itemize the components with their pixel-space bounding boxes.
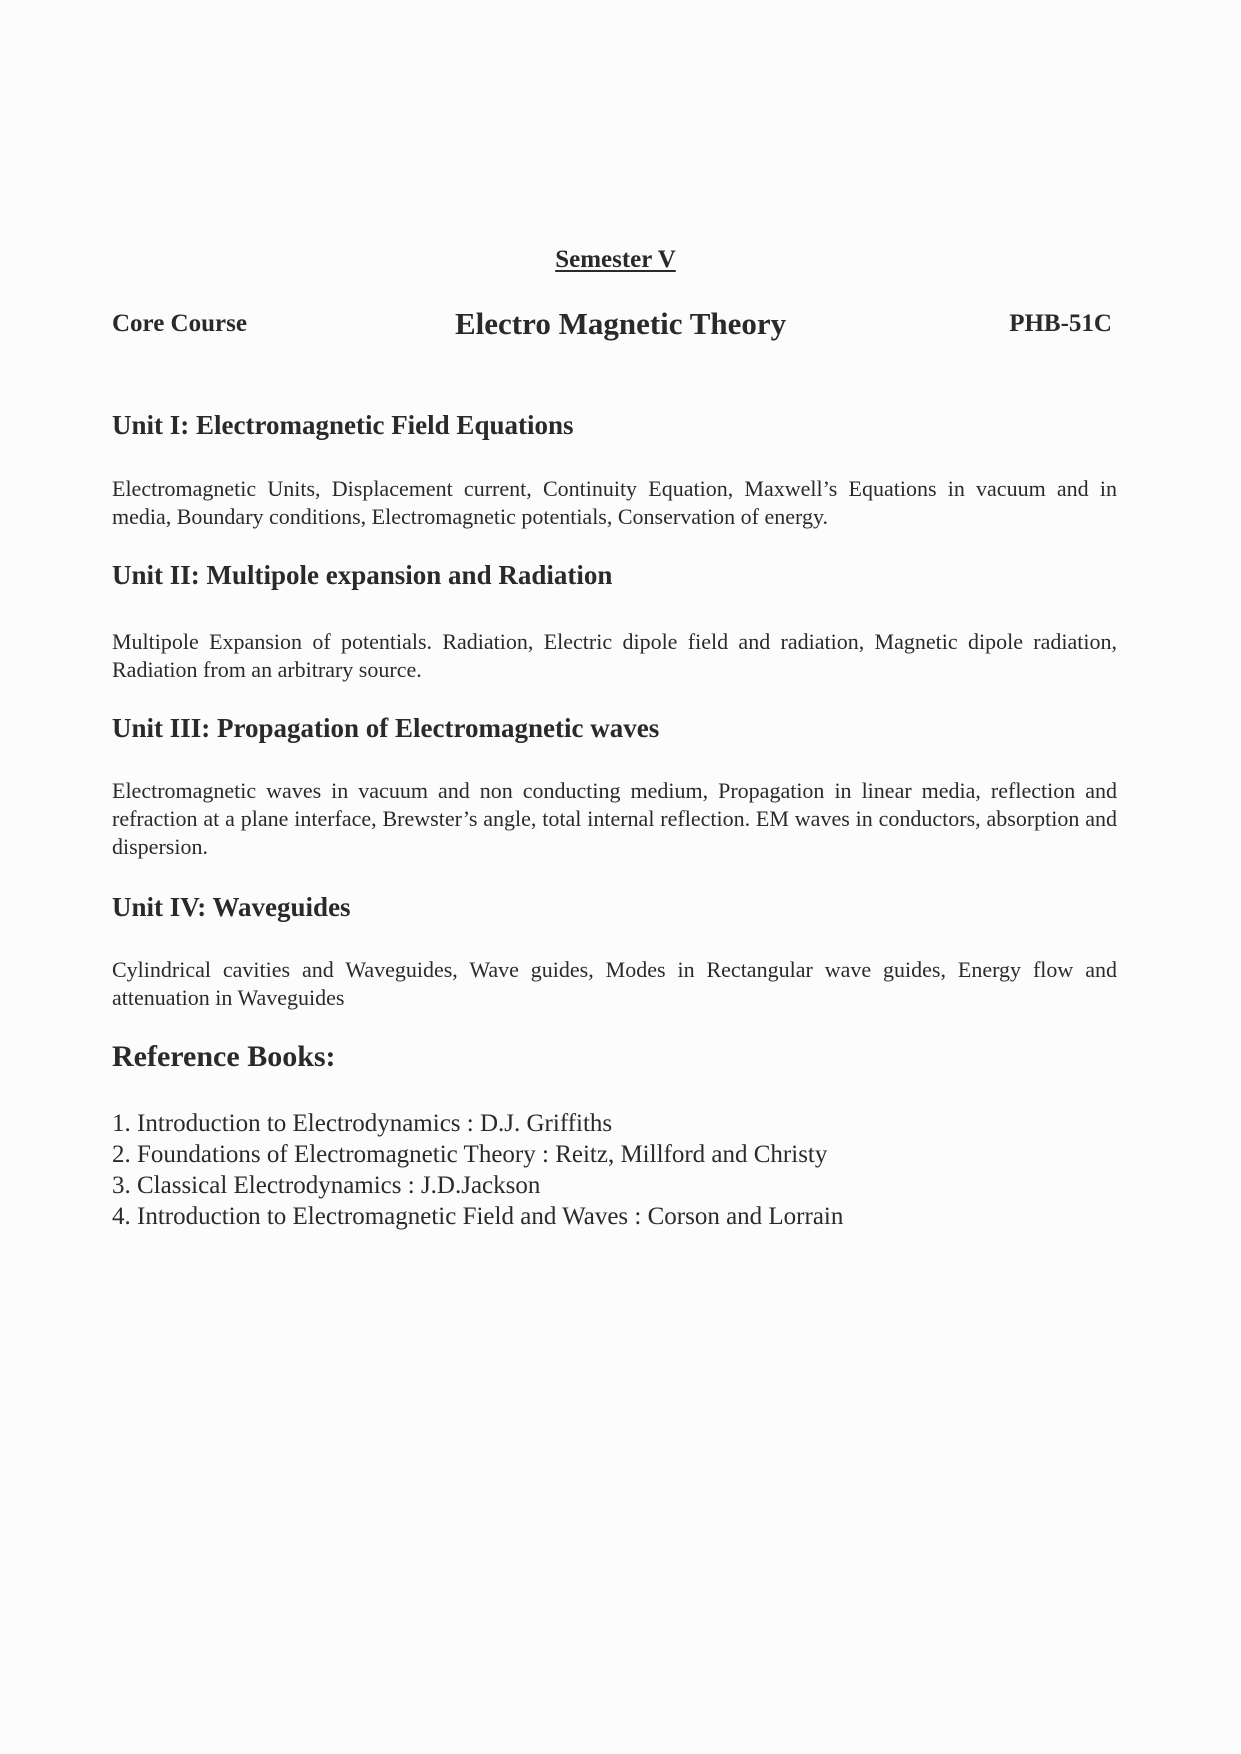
course-header-row xyxy=(112,306,1112,346)
unit-1-body: Electromagnetic Units, Displacement current, Continuity Equation, Maxwell’s Equations in vacuum and in media, Boundary conditions, Electromagnetic potentials, Conservation of energy. xyxy=(112,476,1117,529)
unit-2-heading: Unit II: Multipole expansion and Radiation xyxy=(112,560,613,590)
reference-item: 3. Classical Electrodynamics : J.D.Jackson xyxy=(112,1172,541,1199)
course-code: PHB-51C xyxy=(1009,310,1112,337)
course-category: Core Course xyxy=(112,310,247,337)
reference-item: 1. Introduction to Electrodynamics : D.J. Griffiths xyxy=(112,1110,613,1137)
unit-1-heading: Unit I: Electromagnetic Field Equations xyxy=(112,410,574,440)
reference-item: 2. Foundations of Electromagnetic Theory : Reitz, Millford and Christy xyxy=(112,1141,828,1168)
references-heading: Reference Books: xyxy=(112,1040,336,1073)
unit-4-heading: Unit IV: Waveguides xyxy=(112,892,351,922)
references-list xyxy=(112,1108,843,1232)
reference-item: 4. Introduction to Electromagnetic Field and Waves : Corson and Lorrain xyxy=(112,1203,844,1230)
unit-2-body: Multipole Expansion of potentials. Radiation, Electric dipole field and radiation, Magnetic dipole radiation, Radiation from an arbitrary source. xyxy=(112,629,1117,682)
unit-3-body: Electromagnetic waves in vacuum and non conducting medium, Propagation in linear media, reflection and refraction at a plane interface, Brewster’s angle, total internal reflection. EM waves in conductors, absorption and dispersion. xyxy=(112,778,1117,859)
unit-3-heading: Unit III: Propagation of Electromagnetic waves xyxy=(112,713,660,743)
unit-4-body: Cylindrical cavities and Waveguides, Wave guides, Modes in Rectangular wave guides, Energy flow and attenuation in Waveguides xyxy=(112,957,1117,1010)
semester-title: Semester V xyxy=(555,246,676,273)
course-title: Electro Magnetic Theory xyxy=(455,306,787,341)
